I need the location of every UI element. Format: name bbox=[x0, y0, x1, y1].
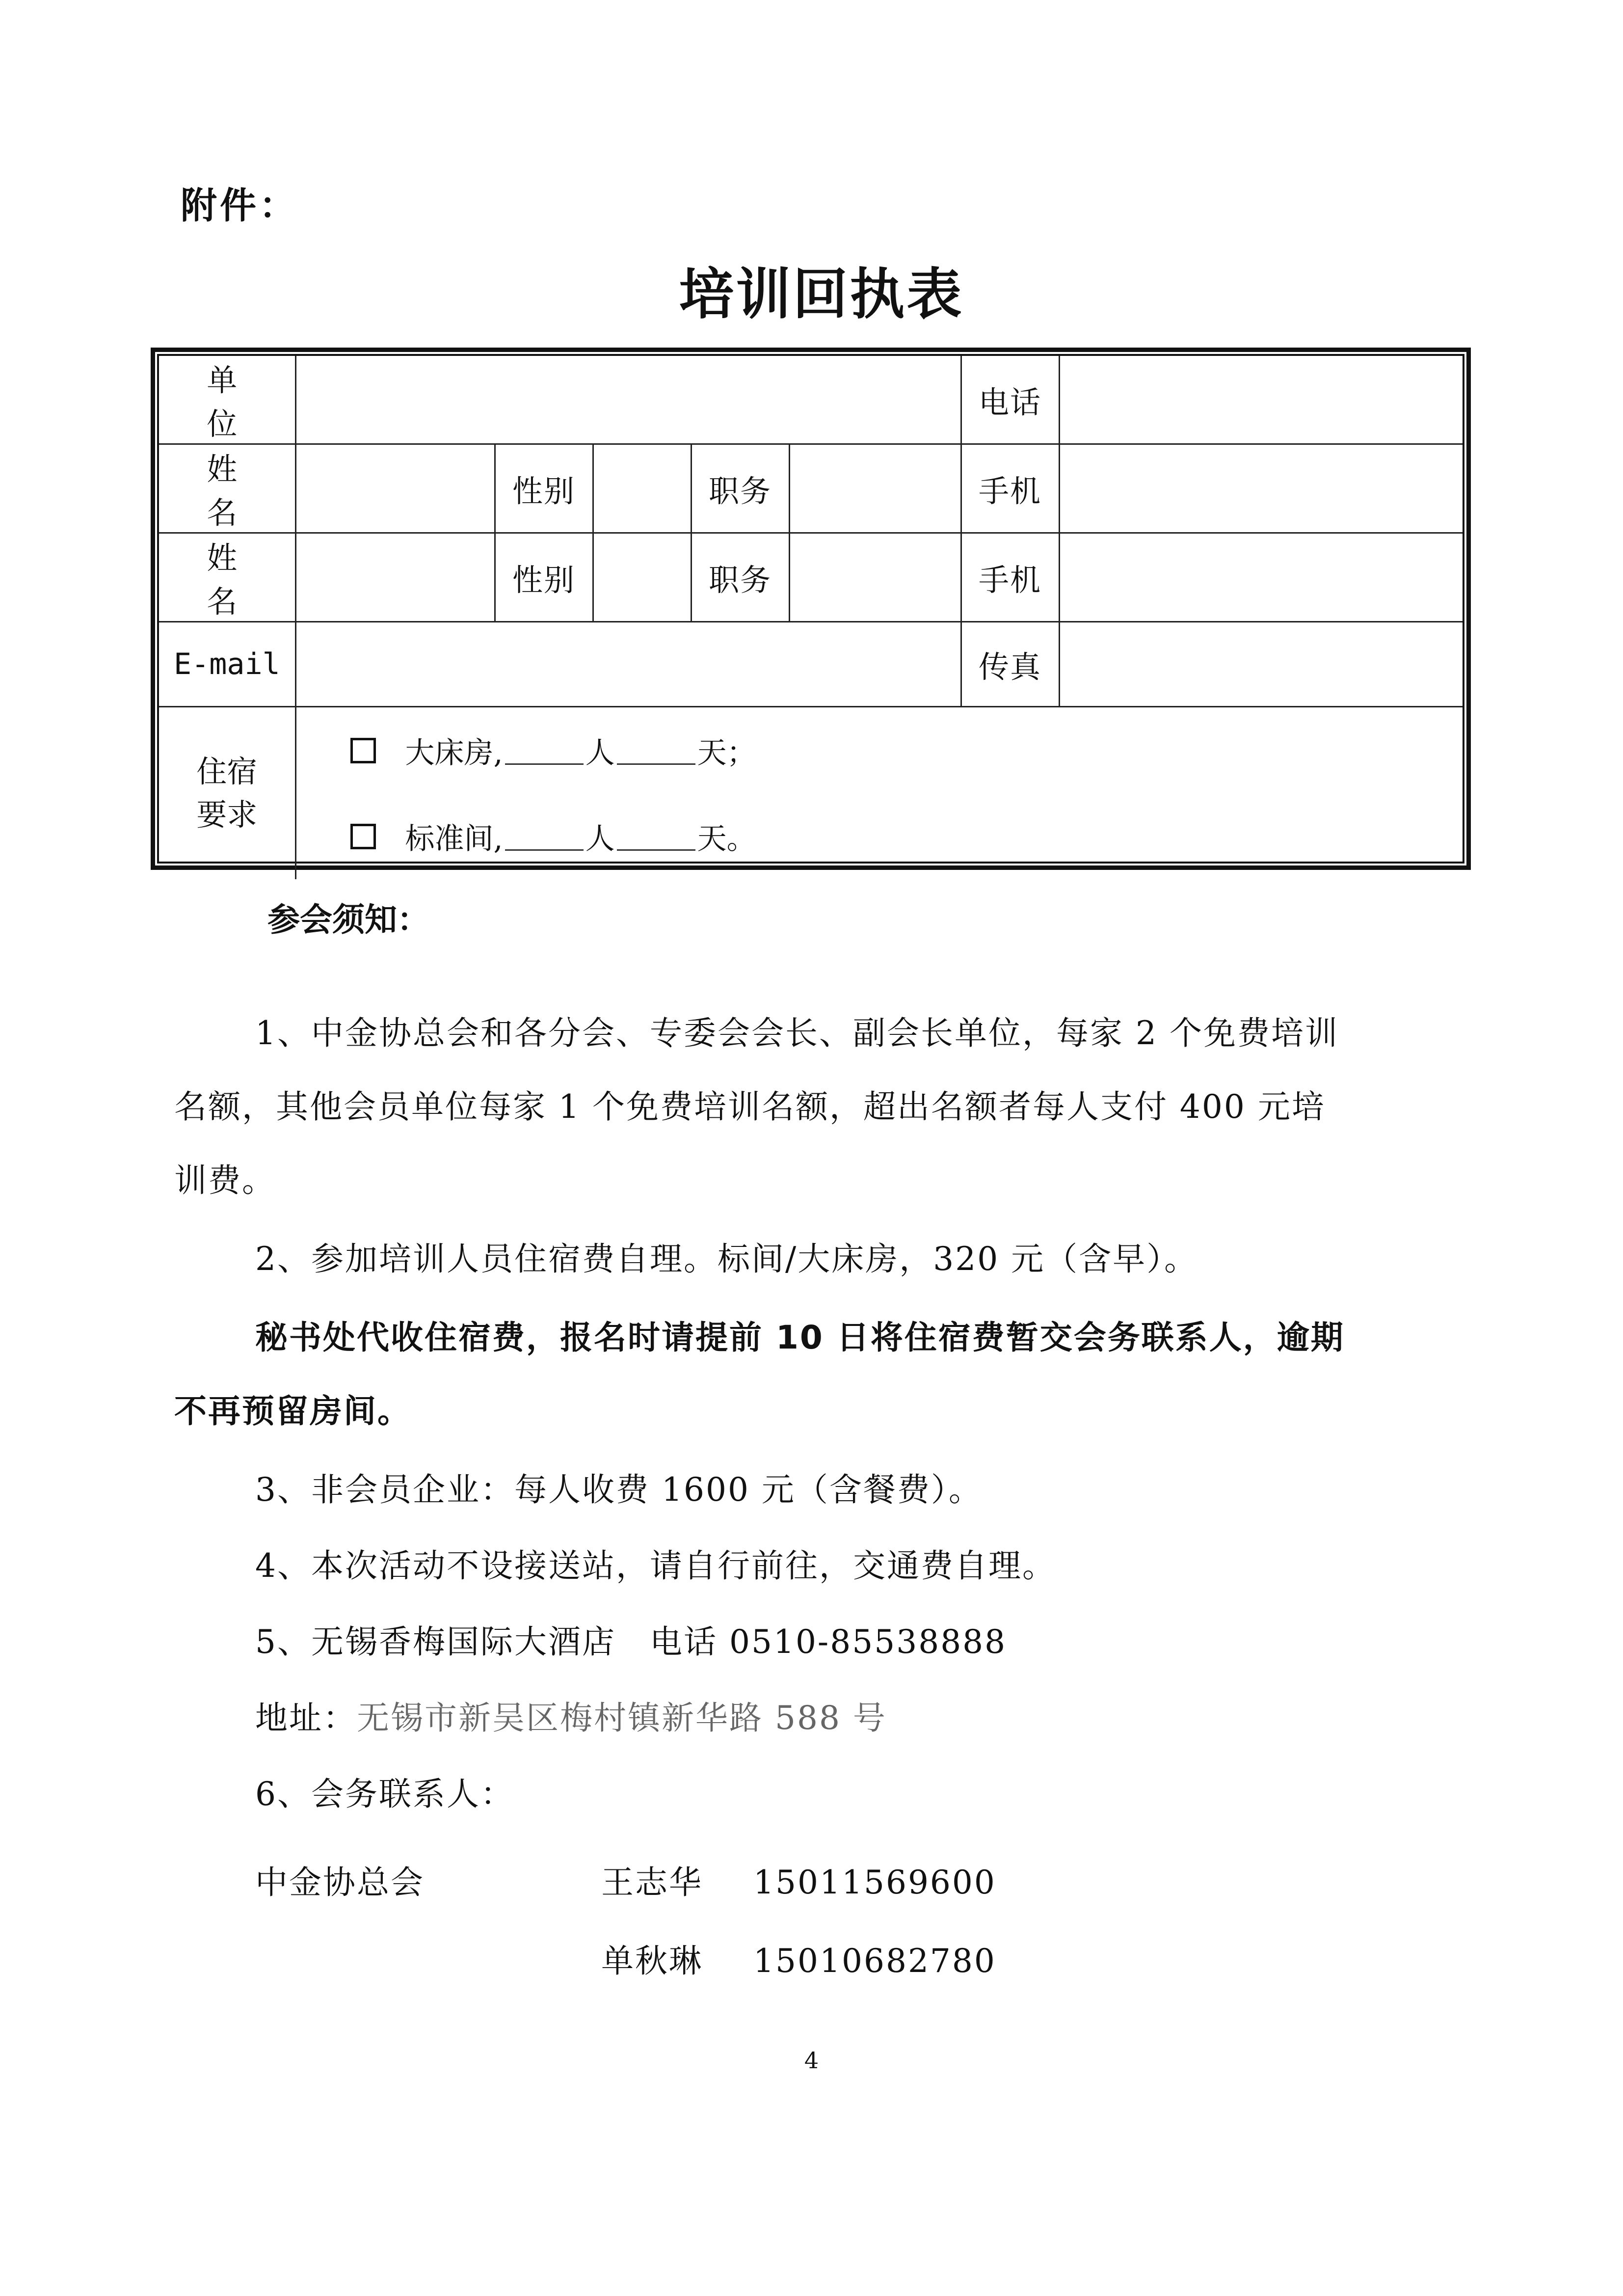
accommodation-label-line1: 住宿 bbox=[196, 754, 258, 789]
email-label: E-mail bbox=[159, 622, 295, 707]
unit-label: 单 位 bbox=[159, 356, 295, 444]
king-room-label: 大床房, bbox=[405, 735, 503, 770]
king-room-days-blank[interactable] bbox=[617, 736, 695, 765]
notice-item-1-line-2: 名额，其他会员单位每家 1 个免费培训名额，超出名额者每人支付 400 元培 bbox=[174, 1088, 1326, 1126]
name-label: 姓 名 bbox=[159, 444, 295, 533]
position-field[interactable] bbox=[789, 444, 961, 533]
gender-label: 性别 bbox=[495, 444, 593, 533]
form-inner-border bbox=[157, 354, 1464, 864]
row-email bbox=[159, 622, 1463, 707]
standard-room-persons-blank[interactable] bbox=[505, 822, 584, 851]
phone-field[interactable] bbox=[1059, 356, 1463, 444]
mobile-label: 手机 bbox=[961, 444, 1059, 533]
notice-item-6: 6、会务联系人： bbox=[255, 1775, 514, 1813]
name-field[interactable] bbox=[295, 444, 495, 533]
persons-unit: 人 bbox=[585, 821, 615, 856]
row-attendee-2 bbox=[159, 533, 1463, 622]
unit-field[interactable] bbox=[295, 356, 961, 444]
contact-name: 王志华 bbox=[601, 1864, 703, 1901]
notice-item-3: 3、非会员企业：每人收费 1600 元（含餐费）。 bbox=[255, 1471, 983, 1509]
mobile-field[interactable] bbox=[1059, 444, 1463, 533]
fax-field[interactable] bbox=[1059, 622, 1463, 707]
position-label: 职务 bbox=[691, 533, 789, 622]
page-title: 培训回执表 bbox=[679, 263, 964, 326]
fax-label: 传真 bbox=[961, 622, 1059, 707]
notice-item-5: 5、无锡香梅国际大酒店 电话 0510-85538888 bbox=[255, 1623, 1007, 1661]
standard-room-days-blank[interactable] bbox=[617, 822, 695, 851]
name-field[interactable] bbox=[295, 533, 495, 622]
mobile-field[interactable] bbox=[1059, 533, 1463, 622]
notice-item-1-line-3: 训费。 bbox=[174, 1162, 276, 1199]
notice-item-1-line-1: 1、中金协总会和各分会、专委会会长、副会长单位，每家 2 个免费培训 bbox=[255, 1014, 1339, 1052]
notice-item-2: 2、参加培训人员住宿费自理。标间/大床房，320 元（含早）。 bbox=[255, 1240, 1198, 1278]
accommodation-label bbox=[159, 707, 295, 880]
registration-form bbox=[151, 348, 1471, 870]
days-unit: 天。 bbox=[697, 821, 756, 856]
address-label: 地址： bbox=[255, 1699, 357, 1737]
gender-label: 性别 bbox=[495, 533, 593, 622]
position-field[interactable] bbox=[789, 533, 961, 622]
notice-address bbox=[255, 1681, 1458, 1755]
gender-field[interactable] bbox=[593, 533, 691, 622]
accommodation-label-line2: 要求 bbox=[196, 797, 258, 833]
email-field[interactable] bbox=[295, 622, 961, 707]
persons-unit: 人 bbox=[585, 735, 615, 770]
king-room-persons-blank[interactable] bbox=[505, 736, 584, 765]
standard-room-label: 标准间, bbox=[405, 821, 503, 856]
option-king-room bbox=[350, 707, 1463, 793]
contact-org: 中金协总会 bbox=[255, 1864, 425, 1901]
option-standard-room bbox=[350, 793, 1463, 879]
row-attendee-1 bbox=[159, 444, 1463, 533]
accommodation-options bbox=[295, 707, 1463, 880]
king-room-checkbox[interactable] bbox=[350, 738, 376, 763]
gender-field[interactable] bbox=[593, 444, 691, 533]
row-unit bbox=[159, 356, 1463, 444]
contact-name: 单秋琳 bbox=[601, 1942, 703, 1980]
notice-item-4: 4、本次活动不设接送站，请自行前往，交通费自理。 bbox=[255, 1547, 1056, 1585]
days-unit: 天； bbox=[697, 735, 756, 770]
page-number: 4 bbox=[804, 2047, 819, 2074]
form-table bbox=[159, 356, 1463, 879]
attachment-label: 附件： bbox=[181, 185, 298, 227]
contact-phone: 15011569600 bbox=[753, 1864, 996, 1901]
notice-heading: 参会须知： bbox=[267, 901, 429, 939]
notice-payment-line-2: 不再预留房间。 bbox=[174, 1392, 411, 1430]
position-label: 职务 bbox=[691, 444, 789, 533]
name-label: 姓 名 bbox=[159, 533, 295, 622]
mobile-label: 手机 bbox=[961, 533, 1059, 622]
contact-phone: 15010682780 bbox=[753, 1942, 996, 1980]
row-accommodation bbox=[159, 707, 1463, 880]
standard-room-checkbox[interactable] bbox=[350, 824, 376, 849]
address-value: 无锡市新吴区梅村镇新华路 588 号 bbox=[357, 1699, 887, 1737]
phone-label: 电话 bbox=[961, 356, 1059, 444]
notice-payment-line-1: 秘书处代收住宿费，报名时请提前 10 日将住宿费暂交会务联系人，逾期 bbox=[255, 1319, 1345, 1356]
